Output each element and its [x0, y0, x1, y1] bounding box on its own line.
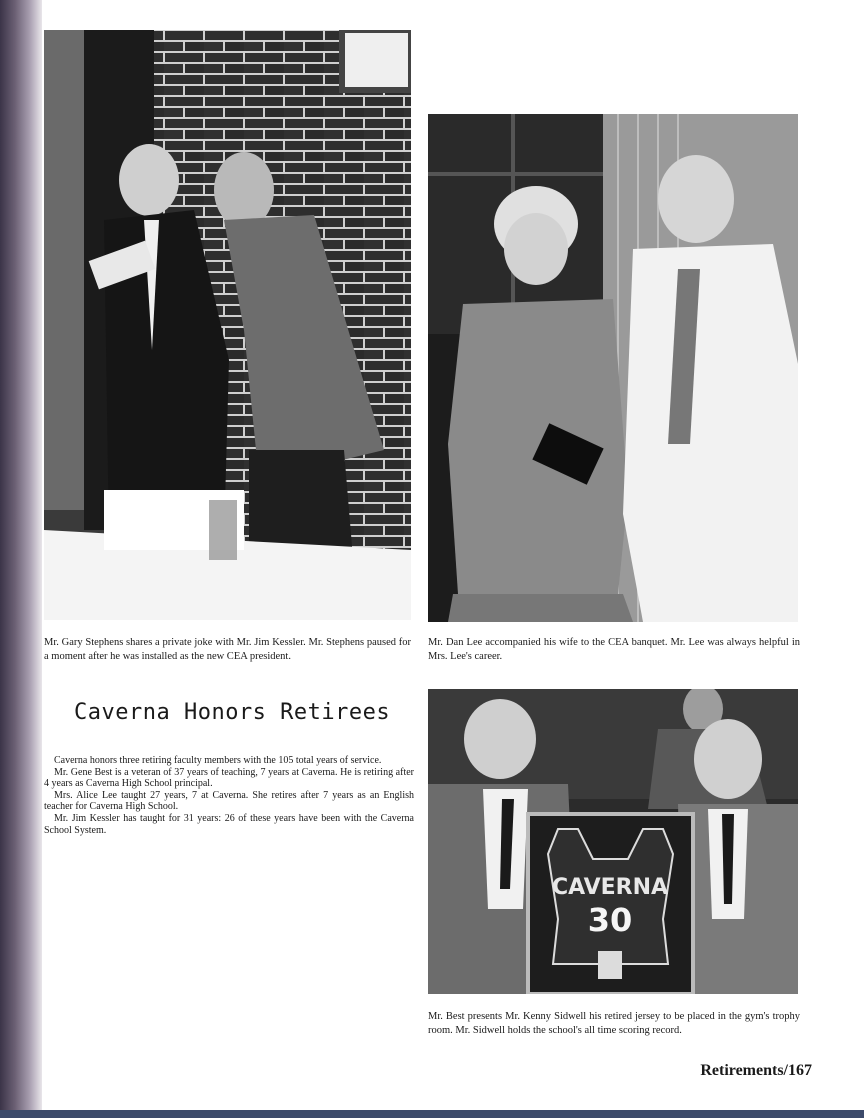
- article-paragraph: Mr. Gene Best is a veteran of 37 years of teaching, 7 years at Caverna. He is retiring after 4 years as Caverna High School principal.: [44, 766, 414, 790]
- caption-dan-lee: Mr. Dan Lee accompanied his wife to the CEA banquet. Mr. Lee was always helpful in Mrs. Lee's career.: [428, 637, 800, 662]
- photo-jersey-presentation: [428, 689, 798, 994]
- article-paragraph: Caverna honors three retiring faculty members with the 105 total years of service.: [54, 755, 382, 766]
- page-folio: Retirements/167: [700, 1062, 812, 1079]
- article-body: [44, 755, 414, 836]
- article-paragraph: Mrs. Alice Lee taught 27 years, 7 at Caverna. She retires after 7 years as an English teacher for Caverna High School.: [44, 789, 414, 813]
- bottom-edge: [0, 1110, 864, 1118]
- photo-stephens-kessler: [44, 30, 411, 620]
- article-headline: Caverna Honors Retirees: [74, 700, 391, 725]
- photo-dan-lee-and-wife-image: [428, 114, 798, 622]
- caption-stephens-kessler: Mr. Gary Stephens shares a private joke with Mr. Jim Kessler. Mr. Stephens paused for a moment after he was installed as the new CEA president.: [44, 637, 411, 662]
- photo-dan-lee-and-wife: [428, 114, 798, 622]
- caption-jersey-presentation: Mr. Best presents Mr. Kenny Sidwell his retired jersey to be placed in the gym's trophy room. Mr. Sidwell holds the school's all time scoring record.: [428, 1011, 800, 1036]
- binding-gutter: [0, 0, 42, 1118]
- jersey-number-text: 30: [587, 901, 633, 939]
- photo-jersey-presentation-image: [428, 689, 798, 994]
- jersey-team-text: CAVERNA: [551, 875, 669, 900]
- photo-stephens-kessler-image: [44, 30, 411, 620]
- article-paragraph: Mr. Jim Kessler has taught for 31 years: 26 of these years have been with the Caverna School System.: [44, 812, 414, 836]
